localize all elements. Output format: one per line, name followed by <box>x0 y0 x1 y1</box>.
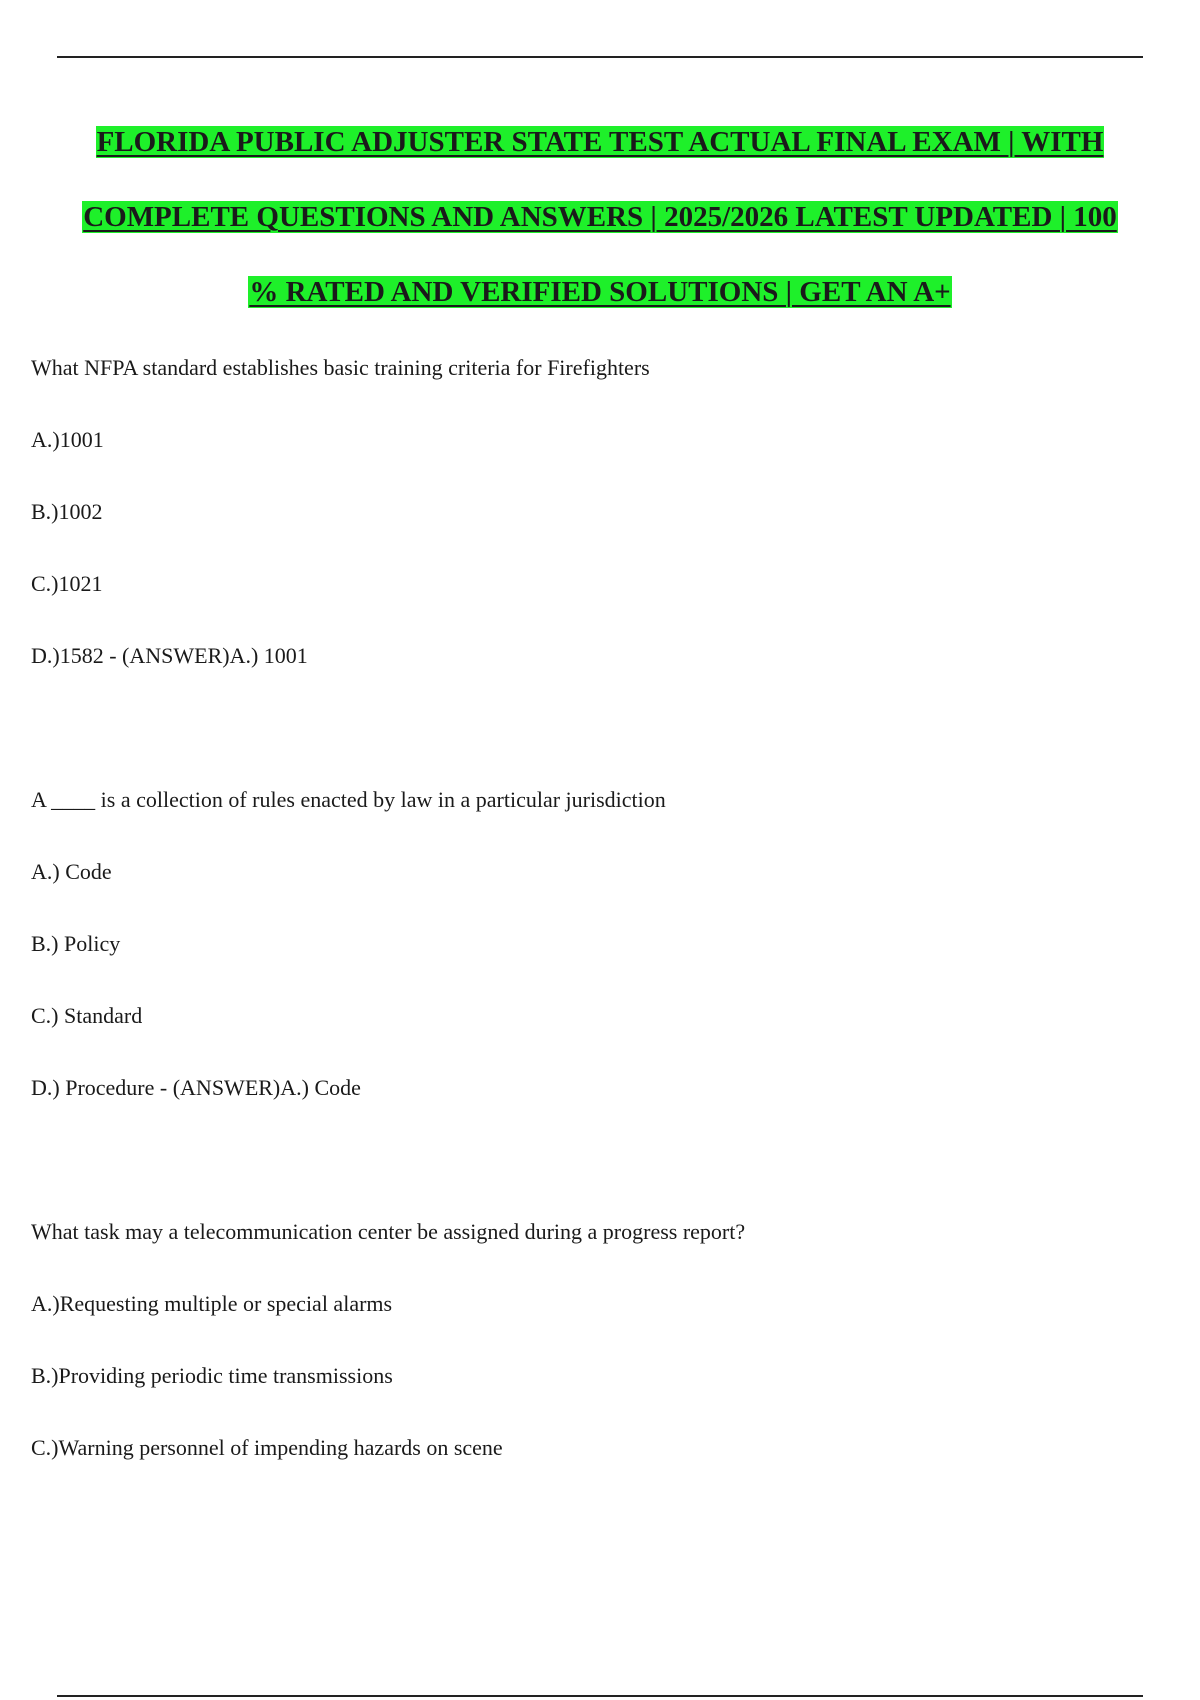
option-d-with-answer: D.)1582 - (ANSWER)A.) 1001 <box>31 643 308 668</box>
document-title <box>0 105 1200 330</box>
option-b: B.)Providing periodic time transmissions <box>31 1363 393 1388</box>
question-text: A ____ is a collection of rules enacted by law in a particular jurisdiction <box>31 787 666 812</box>
option-c: C.) Standard <box>31 1003 143 1028</box>
option-a: A.)1001 <box>31 427 104 452</box>
option-c: C.)1021 <box>31 571 103 596</box>
option-a: A.)Requesting multiple or special alarms <box>31 1291 393 1316</box>
title-line: % RATED AND VERIFIED SOLUTIONS | GET AN A+ <box>249 276 951 308</box>
option-d-with-answer: D.) Procedure - (ANSWER)A.) Code <box>31 1075 361 1100</box>
option-c: C.)Warning personnel of impending hazards on scene <box>31 1435 503 1460</box>
option-a: A.) Code <box>31 859 112 884</box>
option-b: B.)1002 <box>31 499 103 524</box>
question-text: What task may a telecommunication center be assigned during a progress report? <box>31 1219 746 1244</box>
bottom-rule <box>57 1695 1143 1697</box>
title-line: COMPLETE QUESTIONS AND ANSWERS | 2025/2026 LATEST UPDATED | 100 <box>83 201 1117 233</box>
title-line: FLORIDA PUBLIC ADJUSTER STATE TEST ACTUAL FINAL EXAM | WITH <box>96 126 1104 158</box>
top-rule <box>57 56 1143 58</box>
question-text: What NFPA standard establishes basic training criteria for Firefighters <box>31 355 650 380</box>
option-b: B.) Policy <box>31 931 121 956</box>
